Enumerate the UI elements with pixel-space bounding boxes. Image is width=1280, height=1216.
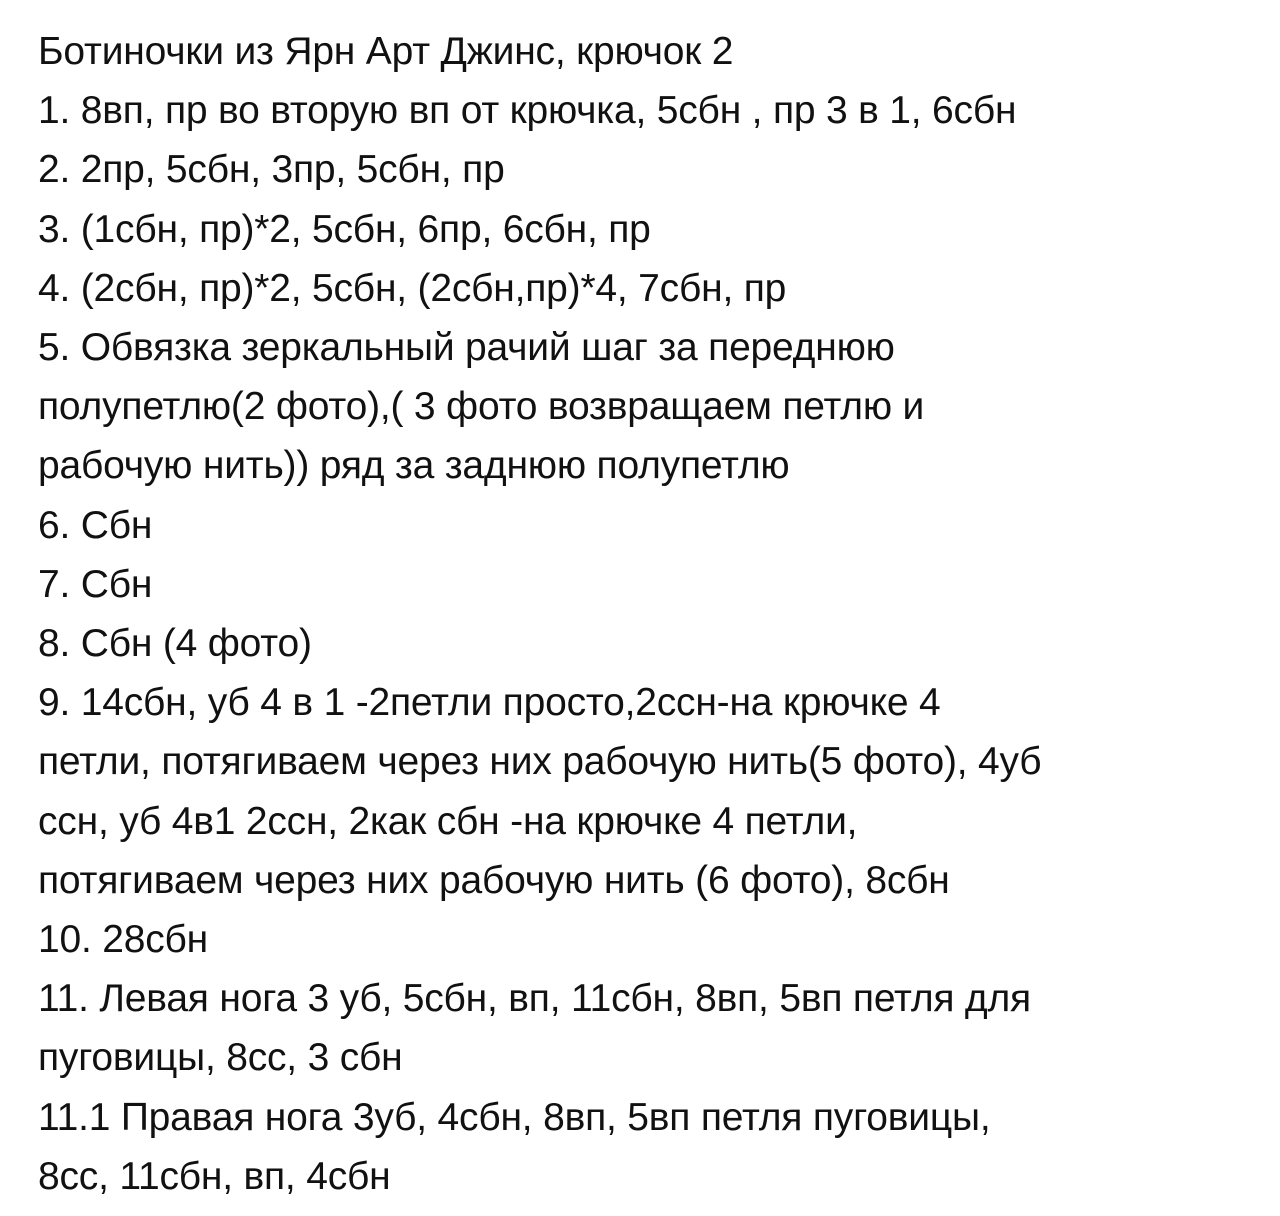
document-title: Ботиночки из Ярн Арт Джинс, крючок 2 (38, 30, 734, 73)
text-line: петли, потягиваем через них рабочую нить(5 фото), 4уб (38, 740, 1042, 784)
text-line: 8. Сбн (4 фото) (38, 622, 312, 666)
text-line: ссн, уб 4в1 2ссн, 2как сбн -на крючке 4 петли, (38, 799, 858, 843)
text-line: пуговицы, 8сс, 3 сбн (38, 1036, 403, 1080)
text-line: 9. 14сбн, уб 4 в 1 -2петли просто,2ссн-на крючке 4 (38, 681, 941, 725)
text-line: рабочую нить)) ряд за заднюю полупетлю (38, 444, 790, 488)
text-line: 5. Обвязка зеркальный рачий шаг за переднюю (38, 326, 895, 370)
text-line: 11.1 Правая нога 3уб, 4сбн, 8вп, 5вп петля пуговицы, (38, 1095, 991, 1139)
text-line: 8сс, 11сбн, вп, 4сбн (38, 1154, 391, 1198)
text-line: 6. Сбн (38, 503, 153, 547)
document-text (38, 22, 1268, 1206)
text-line: 2. 2пр, 5сбн, 3пр, 5сбн, пр (38, 148, 505, 192)
text-line: потягиваем через них рабочую нить (6 фото), 8сбн (38, 858, 950, 902)
text-line: 1. 8вп, пр во вторую вп от крючка, 5сбн , пр 3 в 1, 6сбн (38, 89, 1017, 133)
text-line: 3. (1сбн, пр)*2, 5сбн, 6пр, 6сбн, пр (38, 207, 651, 251)
text-line: 11. Левая нога 3 уб, 5сбн, вп, 11сбн, 8вп, 5вп петля для (38, 977, 1031, 1021)
text-line: полупетлю(2 фото),( 3 фото возвращаем петлю и (38, 385, 925, 429)
text-line: 4. (2сбн, пр)*2, 5сбн, (2сбн,пр)*4, 7сбн, пр (38, 266, 787, 310)
text-line: 7. Сбн (38, 562, 153, 606)
text-line: 10. 28сбн (38, 918, 209, 962)
